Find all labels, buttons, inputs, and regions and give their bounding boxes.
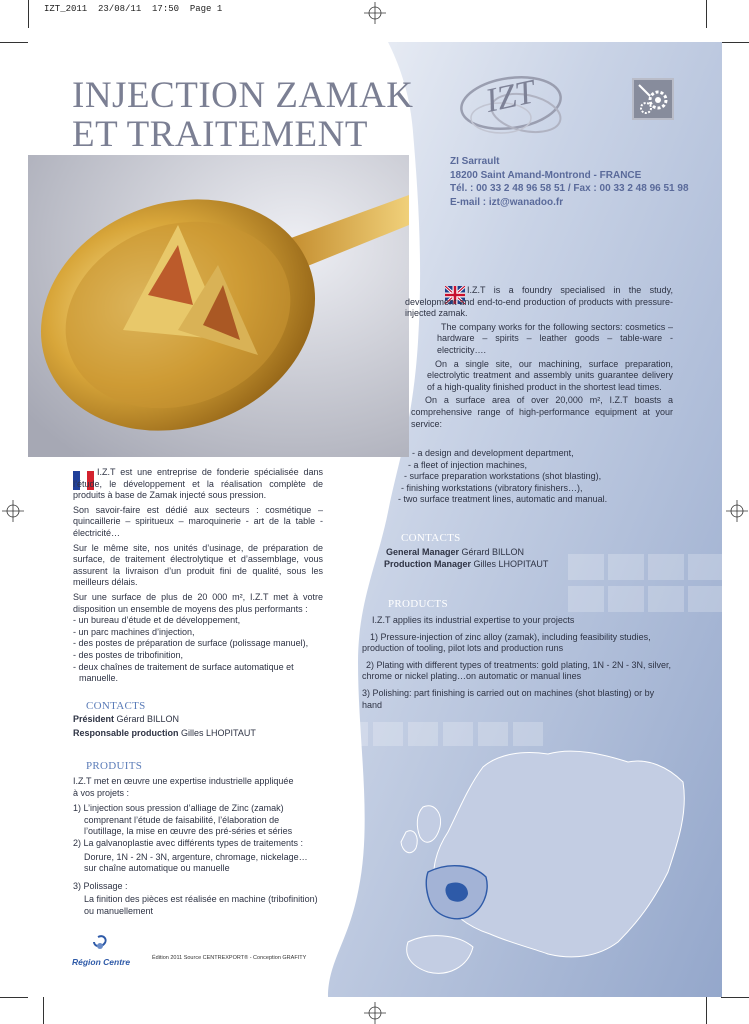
- fr-product-item: La finition des pièces est réalisée en machine (tribofinition): [84, 894, 318, 905]
- en-product-item: 3) Polishing: part finishing is carried out on machines (shot blasting) or by hand: [362, 687, 655, 710]
- french-description: [73, 467, 323, 685]
- fr-products-intro: à vos projets :: [73, 787, 130, 798]
- region-centre-label: Région Centre: [72, 957, 131, 967]
- list-item: - a fleet of injection machines,: [408, 459, 528, 470]
- crop-mark: [43, 997, 44, 1024]
- crop-mark: [0, 997, 28, 998]
- registration-mark: [364, 2, 386, 24]
- english-description: [405, 285, 673, 430]
- fr-products: [73, 776, 328, 918]
- en-paragraph: The company works for the following sectors: cosmetics – hardware – spirits – leather goods – table-ware - electricity….: [437, 321, 673, 355]
- fr-product-item: Dorure, 1N - 2N - 3N, argenture, chromage, nickelage…: [84, 851, 308, 862]
- address-line: 18200 Saint Amand-Montrond - FRANCE: [450, 169, 642, 181]
- list-item: - surface preparation workstations (shot blasting),: [404, 471, 602, 482]
- list-item: - un bureau d’étude et de développement,: [73, 615, 241, 626]
- zamak-product-photo: [28, 155, 409, 457]
- company-address: [450, 155, 689, 209]
- page-title: [72, 76, 414, 154]
- region-centre-logo: [72, 934, 132, 967]
- fr-product-item: sur chaîne automatique ou manuelle: [84, 863, 230, 874]
- fr-paragraph: Sur le même site, nos unités d’usinage, de préparation de surface, de traitement électrolytique et d’assemblage, vous assurent la livraison d’un produit fini de qualité, sous les meilleurs délais.: [73, 542, 323, 588]
- print-slug: IZT_2011 23/08/11 17:50 Page 1: [44, 4, 223, 14]
- crop-mark: [706, 0, 707, 28]
- list-item: - deux chaînes de traitement de surface automatique et: [73, 661, 294, 672]
- fr-product-item: 2) La galvanoplastie avec différents types de traitements :: [73, 837, 303, 848]
- en-products: [362, 615, 674, 711]
- fr-product-item: 1) L’injection sous pression d’alliage de Zinc (zamak): [73, 803, 284, 814]
- fr-contacts: [73, 714, 323, 739]
- fr-contacts-heading: CONTACTS: [86, 700, 146, 712]
- credits: Édition 2011 Source CENTREXPORT® - Conception GRAFITY: [152, 955, 307, 961]
- crop-mark: [706, 997, 707, 1024]
- production-manager-fr: Responsable production Gilles LHOPITAUT: [73, 727, 256, 738]
- en-contacts: [384, 547, 604, 570]
- fr-paragraph: Son savoir-faire est dédié aux secteurs : cosmétique – quincaillerie – spiritueux – maroquinerie - art de la table - électricité…: [73, 504, 323, 538]
- president: Président Gérard BILLON: [73, 714, 180, 724]
- en-product-item: 2) Plating with different types of treatments: gold plating, 1N - 2N - 3N, silver, chrome or nickel plating…on automatic or manual lines: [362, 659, 671, 682]
- list-item: - two surface treatment lines, automatic and manual.: [398, 494, 608, 505]
- fr-products-intro: I.Z.T met en œuvre une expertise industrielle appliquée: [73, 776, 294, 786]
- list-item: - un parc machines d’injection,: [73, 626, 195, 637]
- list-item: - finishing workstations (vibratory finishers…),: [401, 482, 583, 493]
- fr-product-item: l’outillage, la mise en œuvre des pré-séries et séries: [84, 826, 293, 837]
- registration-mark: [726, 500, 748, 522]
- production-manager: Production Manager Gilles LHOPITAUT: [384, 558, 549, 569]
- list-item: - des postes de tribofinition,: [73, 649, 184, 660]
- en-product-item: 1) Pressure-injection of zinc alloy (zamak), including feasibility studies, production of tooling, pilot lots and production runs: [362, 631, 651, 654]
- logo-text: IZT: [482, 73, 539, 120]
- region-centre-icon: [72, 934, 132, 952]
- fr-paragraph: Sur une surface de plus de 20 000 m², I.Z.T met à votre disposition un ensemble de moyens des plus performants :: [73, 591, 323, 614]
- phone-fax: Tél. : 00 33 2 48 96 58 51 / Fax : 00 33 2 48 96 51 98: [450, 183, 689, 194]
- crop-mark: [721, 42, 749, 43]
- title-line-1: INJECTION ZAMAK: [72, 75, 414, 116]
- crop-mark: [0, 42, 28, 43]
- fr-products-heading: PRODUITS: [86, 760, 143, 772]
- crop-mark: [28, 0, 29, 28]
- address-line: ZI Sarrault: [450, 156, 500, 167]
- en-paragraph: On a single site, our machining, surface preparation, electrolytic treatment and assembly units guarantee delivery of a high-quality finished product in the shortest lead times.: [427, 358, 673, 392]
- list-item: manuelle.: [79, 673, 119, 684]
- en-equipment-list: [398, 448, 658, 506]
- general-manager: General Manager Gérard BILLON: [386, 547, 525, 557]
- en-products-heading: PRODUCTS: [388, 598, 448, 610]
- en-products-intro: I.Z.T applies its industrial expertise to your projects: [372, 615, 575, 625]
- en-paragraph: I.Z.T is a foundry specialised in the study, development and end-to-end production of products with pressure-injected zamak.: [405, 285, 673, 319]
- fr-product-item: 3) Polissage :: [73, 880, 128, 891]
- en-contacts-heading: CONTACTS: [401, 532, 461, 544]
- fr-paragraph: I.Z.T est une entreprise de fonderie spécialisée dans l’étude, le développement et la réalisation complète de produits à base de Zamak injecté sous pression.: [73, 467, 323, 501]
- en-paragraph: On a surface area of over 20,000 m², I.Z.T boasts a comprehensive range of high-performance equipment at your service:: [411, 395, 673, 429]
- fr-product-item: comprenant l’étude de faisabilité, l’élaboration de: [84, 814, 280, 825]
- fr-equipment-list: [73, 615, 323, 685]
- registration-mark: [2, 500, 24, 522]
- registration-mark: [364, 1002, 386, 1024]
- gear-icon: [632, 78, 674, 120]
- izt-logo: [456, 58, 576, 142]
- title-line-2: ET TRAITEMENT: [72, 114, 368, 155]
- list-item: - des postes de préparation de surface (polissage manuel),: [73, 638, 309, 649]
- crop-mark: [721, 997, 749, 998]
- fr-product-item: ou manuellement: [84, 905, 154, 916]
- email-link[interactable]: E-mail : izt@wanadoo.fr: [450, 196, 564, 208]
- list-item: - a design and development department,: [412, 448, 574, 458]
